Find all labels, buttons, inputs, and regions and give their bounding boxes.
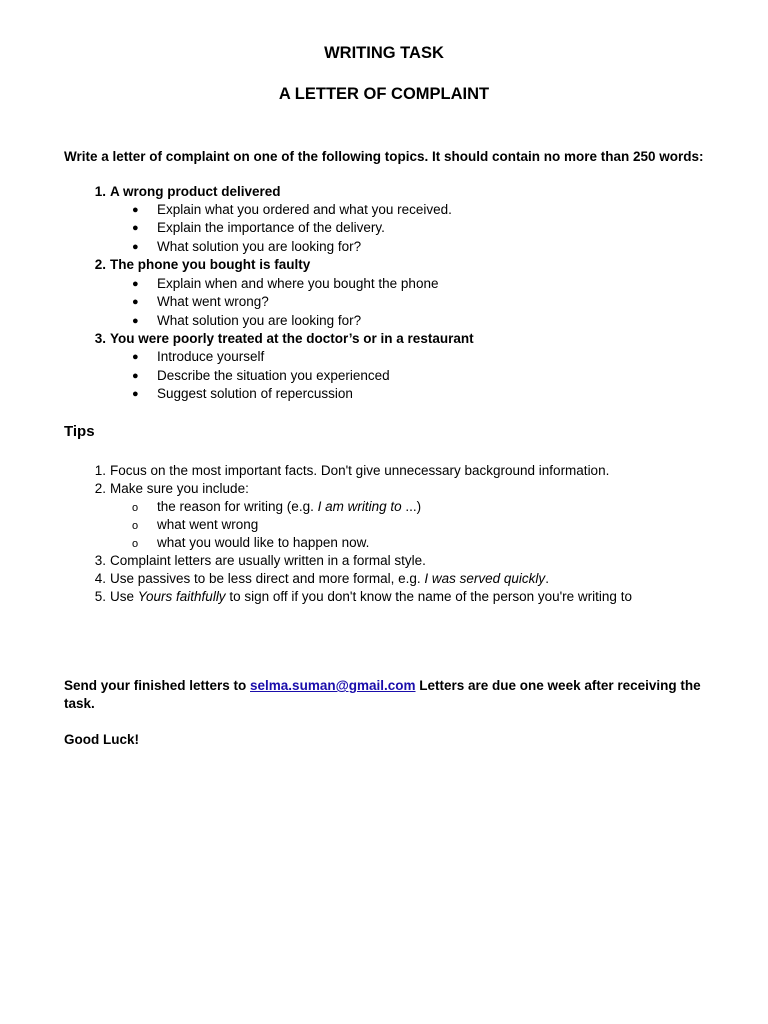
email-link[interactable]: selma.suman@gmail.com — [250, 678, 416, 693]
instruction-text: Write a letter of complaint on one of the following topics. It should contain no more than 250 words: — [64, 149, 704, 164]
bullet-icon: ● — [132, 241, 139, 253]
tip-number: 1. — [94, 463, 106, 478]
bullet-icon: ● — [132, 370, 139, 382]
hollow-bullet-icon: o — [132, 502, 139, 514]
send-instructions: Send your finished letters to selma.suman@gmail.com Letters are due one week after receiving the — [64, 678, 701, 693]
topic-point: What went wrong? — [157, 294, 269, 309]
tips-heading: Tips — [64, 423, 95, 440]
bullet-icon: ● — [132, 222, 139, 234]
topic-label: You were poorly treated at the doctor’s or in a restaurant — [110, 331, 474, 346]
tip-number: 3. — [94, 553, 106, 568]
tip-number: 2. — [94, 481, 106, 496]
bullet-icon: ● — [132, 296, 139, 308]
tip-text: Use passives to be less direct and more formal, e.g. I was served quickly. — [110, 571, 549, 586]
page-title: WRITING TASK — [324, 44, 444, 62]
hollow-bullet-icon: o — [132, 538, 139, 550]
topic-number: 2. — [94, 257, 106, 272]
tip-text: Complaint letters are usually written in a formal style. — [110, 553, 426, 568]
topic-point: Suggest solution of repercussion — [157, 386, 353, 401]
tip-number: 5. — [94, 589, 106, 604]
send-instructions-cont: task. — [64, 696, 95, 711]
tip-text: Focus on the most important facts. Don't give unnecessary background information. — [110, 463, 610, 478]
bullet-icon: ● — [132, 351, 139, 363]
bullet-icon: ● — [132, 278, 139, 290]
topic-point: Describe the situation you experienced — [157, 368, 390, 383]
topic-label: The phone you bought is faulty — [110, 257, 311, 272]
tip-text: Use Yours faithfully to sign off if you don't know the name of the person you're writing to — [110, 589, 632, 604]
tip-subpoint: the reason for writing (e.g. I am writing to ...) — [157, 499, 422, 514]
good-luck-text: Good Luck! — [64, 732, 139, 747]
topic-point: Explain the importance of the delivery. — [157, 220, 385, 235]
topic-point: Explain what you ordered and what you received. — [157, 202, 452, 217]
hollow-bullet-icon: o — [132, 520, 139, 532]
bullet-icon: ● — [132, 315, 139, 327]
topic-point: Explain when and where you bought the phone — [157, 276, 439, 291]
topic-number: 3. — [94, 331, 106, 346]
tip-subpoint: what went wrong — [157, 517, 259, 532]
topic-point: Introduce yourself — [157, 349, 265, 364]
topic-number: 1. — [94, 184, 106, 199]
topic-label: A wrong product delivered — [110, 184, 281, 199]
page-subtitle: A LETTER OF COMPLAINT — [278, 85, 490, 103]
tip-number: 4. — [94, 571, 106, 586]
topic-point: What solution you are looking for? — [157, 239, 362, 254]
tip-subpoint: what you would like to happen now. — [157, 535, 370, 550]
bullet-icon: ● — [132, 204, 139, 216]
bullet-icon: ● — [132, 388, 139, 400]
tip-text: Make sure you include: — [110, 481, 249, 496]
topic-point: What solution you are looking for? — [157, 313, 362, 328]
